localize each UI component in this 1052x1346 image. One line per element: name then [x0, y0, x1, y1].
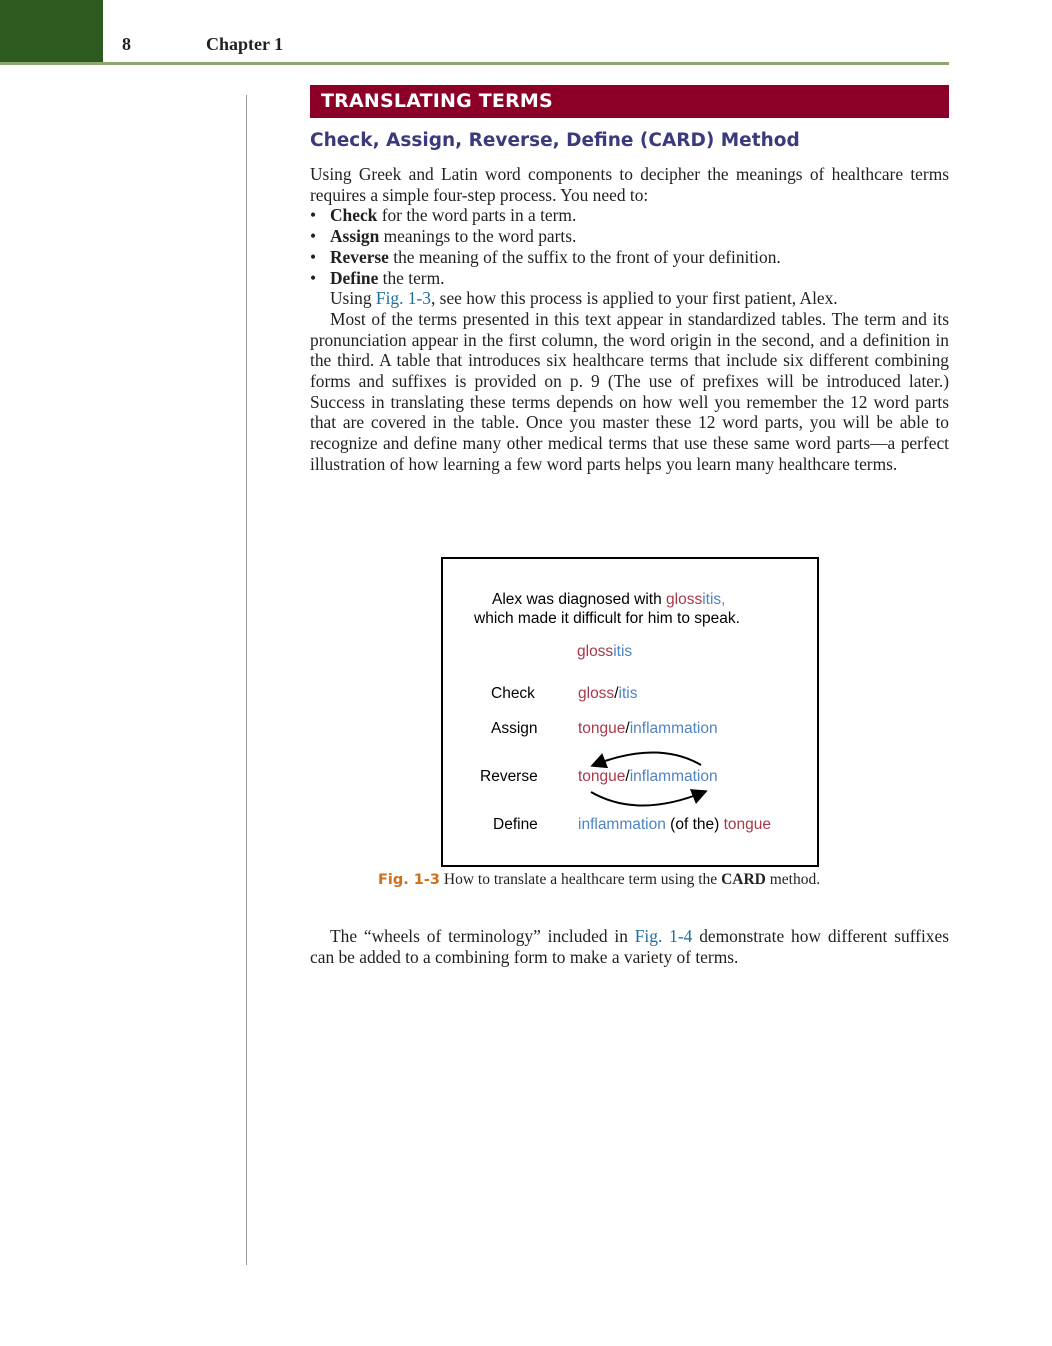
- reverse-value: tongue/inflammation: [578, 768, 718, 785]
- bullet-icon: •: [310, 205, 317, 226]
- bullet-icon: •: [310, 267, 317, 288]
- list-item: • Check for the word parts in a term.: [310, 205, 577, 226]
- list-item: • Reverse the meaning of the suffix to the front of your definition.: [310, 246, 781, 267]
- intro-paragraph: Using Greek and Latin word components to decipher the meanings of healthcare terms requires a simple four-step process. You need to:: [310, 164, 949, 205]
- assign-value: tongue/inflammation: [578, 720, 718, 737]
- running-head: Chapter 1: [206, 34, 284, 54]
- section-banner-title: TRANSLATING TERMS: [321, 90, 553, 112]
- figure-reference-paragraph: Using Fig. 1-3, see how this process is applied to your first patient, Alex.: [330, 288, 838, 309]
- check-value: gloss/itis: [578, 685, 638, 702]
- figure-term: glossitis: [577, 643, 633, 660]
- card-method-figure: [441, 557, 819, 867]
- section-banner: [310, 85, 949, 118]
- bullet-icon: •: [310, 226, 317, 247]
- list-item: • Assign meanings to the word parts.: [310, 226, 577, 247]
- wheels-paragraph: The “wheels of terminology” included in Fig. 1-4 demonstrate how different suffixes can be added to a combining form to make a variety of terms.: [310, 926, 949, 967]
- figure-caption: Fig. 1-3 How to translate a healthcare term using the CARD method.: [378, 871, 821, 888]
- reverse-arrows-icon: [583, 744, 713, 810]
- card-steps-list: [310, 205, 949, 288]
- body-text: [310, 164, 949, 475]
- wheels-paragraph-block: [310, 926, 949, 967]
- margin-rule: [246, 95, 247, 1265]
- arrow-upper: [594, 753, 701, 766]
- fig-1-4-link[interactable]: Fig. 1-4: [634, 926, 693, 946]
- page-number: 8: [122, 34, 131, 54]
- tables-paragraph: Most of the terms presented in this text appear in standardized tables. The term and its pronunciation appear in the first column, the word origin in the second, and a definition in the third. A table that introduces six healthcare terms that include six different combining forms and suffixes is provided on p. 9 (The use of prefixes will be introduced later.) Success in translating these terms depends on how well you remember the 12 word parts that are covered in the table. Once you master these 12 word parts, you will be able to recognize and define many other medical terms that use these same word parts—a perfect illustration of how learning a few word parts helps you learn many healthcare terms.: [310, 308, 949, 474]
- list-item: • Define the term.: [310, 267, 445, 288]
- assign-label: Assign: [491, 720, 538, 737]
- reverse-label: Reverse: [480, 768, 538, 785]
- check-label: Check: [491, 685, 535, 702]
- figure-id: Fig. 1-3: [378, 872, 441, 888]
- chapter-color-tab: [0, 0, 103, 62]
- bullet-icon: •: [310, 246, 317, 267]
- fig-1-3-link[interactable]: Fig. 1-3: [375, 288, 431, 309]
- arrow-lower: [591, 792, 704, 806]
- section-subheading: Check, Assign, Reverse, Define (CARD) Method: [310, 130, 800, 151]
- define-value: inflammation (of the) tongue: [578, 816, 772, 833]
- header-rule: [0, 62, 949, 65]
- figure-sentence-line2: which made it difficult for him to speak.: [474, 610, 740, 627]
- define-label: Define: [493, 816, 538, 833]
- figure-sentence-line1: Alex was diagnosed with glossitis,: [492, 591, 726, 608]
